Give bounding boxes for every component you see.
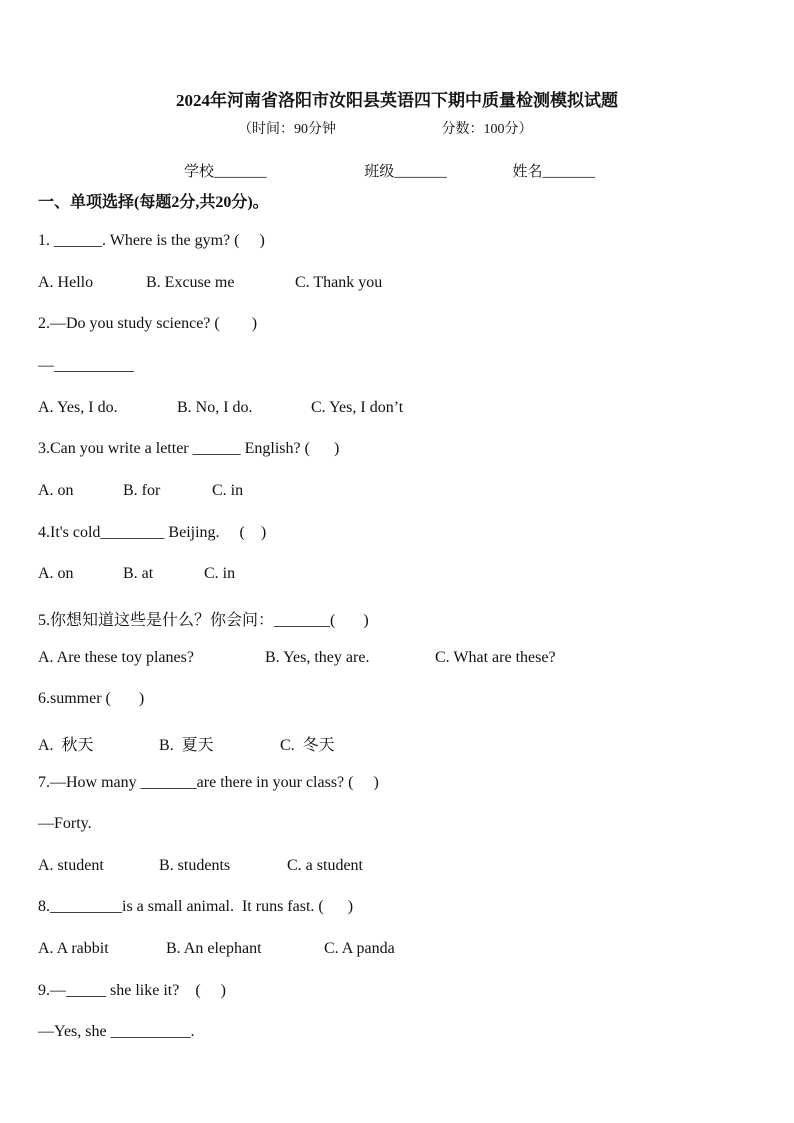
question-2-options (38, 399, 403, 417)
option-b[interactable]: B. 夏天 (159, 737, 214, 754)
question-6: 6.summer ( ) (38, 690, 145, 707)
question-7: 7.—How many _______are there in your class? ( ) (38, 774, 379, 791)
option-c[interactable]: C. Yes, I don’t (311, 399, 404, 416)
question-1: 1. ______. Where is the gym? ( ) (38, 232, 265, 249)
option-a[interactable]: A. A rabbit (38, 940, 109, 957)
student-info (184, 160, 595, 181)
option-c[interactable]: C. Thank you (295, 274, 383, 291)
option-c[interactable]: C. A panda (324, 940, 395, 957)
option-b[interactable]: B. An elephant (166, 940, 262, 957)
question-8: 8._________is a small animal. It runs fast. ( ) (38, 898, 354, 915)
question-6-options (38, 732, 335, 755)
question-2: 2.—Do you study science? ( ) (38, 315, 258, 332)
time-limit: （时间：90分钟 (238, 122, 336, 137)
name-field[interactable]: 姓名_______ (512, 164, 596, 180)
total-score: 分数：100分） (441, 122, 533, 137)
question-1-options (38, 274, 382, 292)
option-a[interactable]: A. on (38, 482, 74, 499)
question-7-answer: —Forty. (38, 815, 92, 832)
exam-meta (238, 118, 533, 138)
question-9-answer: —Yes, she __________. (38, 1023, 195, 1040)
question-2-answer: —__________ (38, 357, 134, 374)
option-c[interactable]: C. 冬天 (280, 737, 335, 754)
question-3-options (38, 482, 243, 500)
school-field[interactable]: 学校_______ (184, 164, 267, 180)
option-b[interactable]: B. No, I do. (177, 399, 253, 416)
option-a[interactable]: A. Yes, I do. (38, 399, 118, 416)
option-b[interactable]: B. Excuse me (146, 274, 235, 291)
option-b[interactable]: B. for (123, 482, 161, 499)
option-c[interactable]: C. in (204, 565, 236, 582)
section-heading: 一、单项选择(每题2分,共20分)。 (38, 194, 269, 211)
option-a[interactable]: A. Hello (38, 274, 94, 291)
question-4: 4.It's cold________ Beijing. ( ) (38, 524, 267, 541)
question-8-options (38, 940, 395, 958)
option-a[interactable]: A. student (38, 857, 104, 874)
question-3: 3.Can you write a letter ______ English? ( ) (38, 440, 340, 457)
question-5-options (38, 649, 556, 667)
option-c[interactable]: C. a student (287, 857, 363, 874)
class-field[interactable]: 班级_______ (364, 164, 447, 180)
question-7-options (38, 857, 363, 875)
option-b[interactable]: B. at (123, 565, 154, 582)
question-9: 9.—_____ she like it? ( ) (38, 982, 226, 999)
page-title: 2024年河南省洛阳市汝阳县英语四下期中质量检测模拟试题 (176, 91, 618, 110)
option-c[interactable]: C. What are these? (435, 649, 556, 666)
option-c[interactable]: C. in (212, 482, 244, 499)
option-b[interactable]: B. students (159, 857, 231, 874)
question-5: 5.你想知道这些是什么？你会问：_______( ) (38, 612, 369, 629)
option-a[interactable]: A. Are these toy planes? (38, 649, 194, 666)
option-a[interactable]: A. 秋天 (38, 737, 94, 754)
question-4-options (38, 565, 235, 583)
option-a[interactable]: A. on (38, 565, 74, 582)
option-b[interactable]: B. Yes, they are. (265, 649, 370, 666)
